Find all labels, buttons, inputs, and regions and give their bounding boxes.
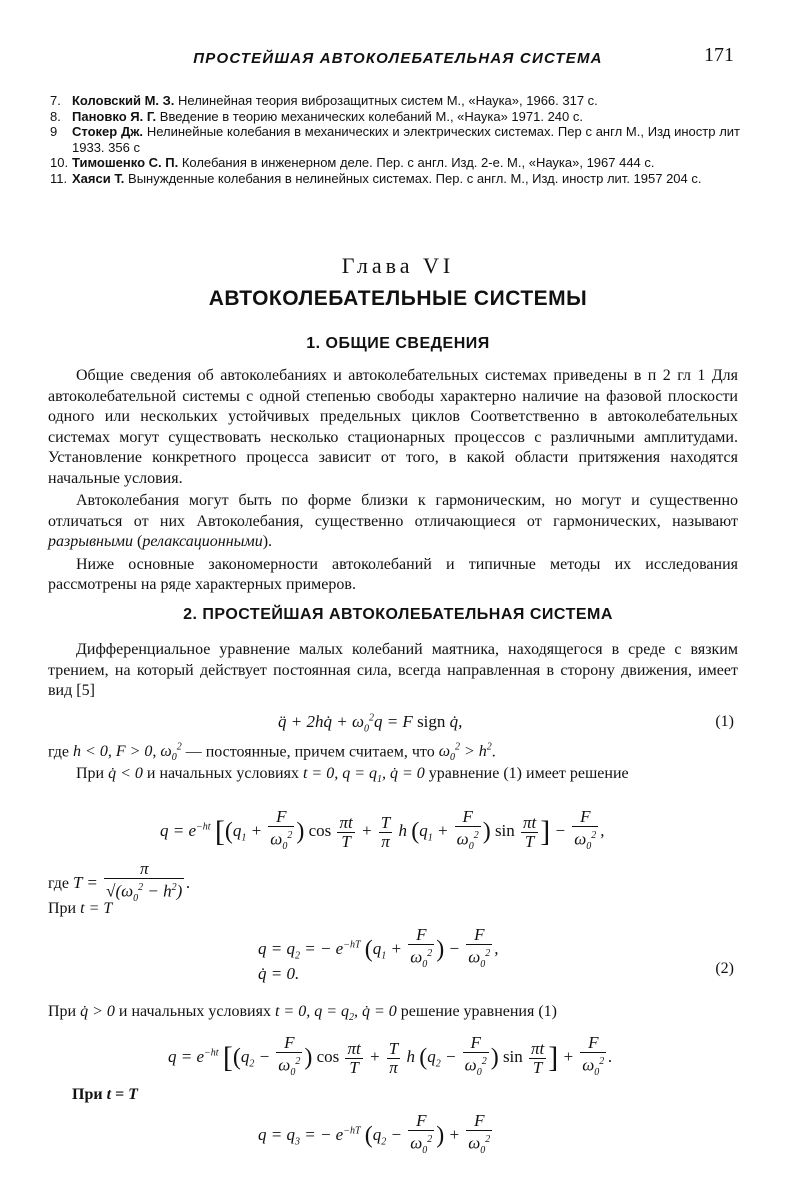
fraction: $\frac{\pi t}{T}$ xyxy=(523,812,537,851)
section2-intro xyxy=(48,640,738,704)
reference-body: Нелинейная теория виброзащитных систем М., «Наука», 1966. 317 с. xyxy=(178,93,598,108)
at-time-T: При t = T xyxy=(48,900,113,917)
emphasis-text: разрывными xyxy=(48,533,134,550)
reference-body: Колебания в инженерном деле. Пер. с англ. Изд. 2-е. М., «Наука», 1967 444 с. xyxy=(181,155,655,170)
reference-item xyxy=(50,155,740,171)
reference-item xyxy=(50,171,740,187)
reference-author: Хаяси Т. xyxy=(72,170,125,186)
paragraph: Ниже основные закономерности автоколебаний и типичные методы их исследования рассмотрены на ряде характерных примеров. xyxy=(48,555,738,593)
solution-formula-2: $q = e^{-ht}$ [($q_2$ − $\frac{F}{\omega_0^2}$ ) cos $\frac{\pi t}{T}$ + $\frac{T}{\pi}$ h ($q_2$ − $\frac{F}{\omega_0^2}$ ) sin $\frac{\pi t}{T}$ ] + $\frac{F}{\omega_0^2}$ . xyxy=(168,1034,613,1082)
section1-body xyxy=(48,366,738,598)
section-title: 1. ОБЩИЕ СВЕДЕНИЯ xyxy=(306,335,490,352)
text: При xyxy=(76,765,105,782)
second-half-intro xyxy=(48,1002,738,1031)
chapter-title: АВТОКОЛЕБАТЕЛЬНЫЕ СИСТЕМЫ xyxy=(208,287,588,310)
equation-1: q̈ + 2hq̇ + $\omega_0^2q = F$ sign q̇, xyxy=(278,712,463,735)
equation-number: (1) xyxy=(715,713,734,730)
text: При xyxy=(48,900,77,917)
reference-text xyxy=(72,124,740,155)
text: где xyxy=(48,874,70,892)
fraction: $\frac{F}{\omega_0^2}$ xyxy=(464,1033,487,1079)
fraction: $\frac{F}{\omega_0^2}$ xyxy=(574,807,597,853)
reference-author: Тимошенко С. П. xyxy=(72,155,179,170)
reference-text xyxy=(72,171,740,187)
period-definition: где T = $\frac{\pi}{√(\omega_0^2 - h^2)}$ . xyxy=(48,860,191,908)
reference-text xyxy=(72,155,740,171)
fraction: $\frac{T}{\pi}$ xyxy=(380,812,391,851)
paragraph: Дифференциальное уравнение малых колебаний маятника, находящегося в среде с вязким трением, на который действует постоянная сила, всегда направленная в сторону движения, имеет вид [5] xyxy=(48,641,738,699)
equation-2b: q̇ = 0. xyxy=(258,964,300,983)
reference-number: 8. xyxy=(50,108,61,124)
text: уравнение (1) имеет решение xyxy=(428,765,629,782)
solution-intro xyxy=(48,764,738,793)
text: — постоянные, причем считаем, что xyxy=(185,743,435,761)
chapter-label: Глава VI xyxy=(341,253,455,278)
text: решение уравнения (1) xyxy=(400,1003,558,1020)
equation-number: (2) xyxy=(715,960,734,977)
reference-body: Введение в теорию механических колебаний М., «Наука» 1971. 240 с. xyxy=(159,108,583,124)
fraction: $\frac{F}{\omega_0^2}$ xyxy=(270,807,293,853)
paragraph-text: ( xyxy=(133,533,143,550)
reference-item xyxy=(50,93,740,109)
reference-number: 9 xyxy=(50,124,58,139)
reference-item xyxy=(50,124,740,155)
reference-author: Коловский М. З. xyxy=(72,93,175,108)
fraction: $\frac{\pi t}{T}$ xyxy=(339,812,353,851)
fraction: $\frac{F}{\omega_0^2}$ xyxy=(456,807,479,853)
fraction: $\frac{F}{\omega_0^2}$ xyxy=(410,925,433,971)
text: При xyxy=(48,1003,77,1020)
reference-item xyxy=(50,109,740,125)
page-number: 171 xyxy=(704,44,734,66)
running-title: ПРОСТЕЙШАЯ АВТОКОЛЕБАТЕЛЬНАЯ СИСТЕМА xyxy=(193,50,603,67)
reference-number: 11. xyxy=(50,170,68,186)
paragraph: При q̇ > 0 и начальных условиях t = 0, $q = q_2$, q̇ = 0 решение уравнения (1) xyxy=(48,1003,558,1024)
equation-2a: $q = q_2$ = − $e^{-hT}$ ($q_1$ + $\frac{F}{\omega_0^2}$ ) − $\frac{F}{\omega_0^2}$ , xyxy=(258,926,499,974)
reference-body: Нелинейные колебания в механических и электрических системах. Пер с англ М., Изд иностр лит 1933. 356 с xyxy=(72,124,740,155)
paragraph: При q̇ < 0 и начальных условиях t = 0, $q = q_1$, q̇ = 0 уравнение (1) имеет решение xyxy=(76,765,629,786)
reference-number: 10. xyxy=(50,155,69,170)
at-time-T: При t = T xyxy=(72,1086,138,1103)
fraction: $\frac{F}{\omega_0^2}$ xyxy=(582,1033,605,1079)
text: При xyxy=(72,1086,103,1103)
fraction: $\frac{\pi t}{T}$ xyxy=(531,1038,545,1077)
paragraph-text: ). xyxy=(262,533,273,550)
solution-formula-1: $q = e^{-ht}$ [($q_1$ + $\frac{F}{\omega_0^2}$ ) cos $\frac{\pi t}{T}$ + $\frac{T}{\pi}$ h ($q_1$ + $\frac{F}{\omega_0^2}$ ) sin $\frac{\pi t}{T}$ ] − $\frac{F}{\omega_0^2}$ , xyxy=(160,808,605,856)
text: и начальных условиях xyxy=(118,1003,271,1020)
section-title: 2. ПРОСТЕЙШАЯ АВТОКОЛЕБАТЕЛЬНАЯ СИСТЕМА xyxy=(183,606,613,623)
reference-list xyxy=(50,93,740,186)
paragraph xyxy=(48,491,738,553)
fraction: $\frac{T}{\pi}$ xyxy=(388,1038,399,1077)
condition-line: где h < 0, F > 0, $\omega_0^2$ — постоянные, причем считаем, что $\omega_0^2 > h^2$. xyxy=(48,742,496,764)
reference-text xyxy=(72,109,740,125)
fraction: $\frac{\pi t}{T}$ xyxy=(347,1038,361,1077)
text: где xyxy=(48,743,70,761)
reference-body: Вынужденные колебания в нелинейных системах. Пер. с англ. М., Изд. иностр лит. 1957 204 с. xyxy=(128,170,702,186)
paragraph-text: Автоколебания могут быть по форме близки к гармоническим, но могут и существенно отличаться от них Автоколебания, существенно отличающиеся от гармонических, называют xyxy=(48,492,738,530)
fraction: $\frac{\pi}{√(\omega_0^2 - h^2)}$ xyxy=(106,859,183,905)
reference-author: Пановко Я. Г. xyxy=(72,108,157,124)
reference-number: 7. xyxy=(50,93,61,108)
fraction: $\frac{F}{\omega_0^2}$ xyxy=(468,1111,491,1157)
fraction: $\frac{F}{\omega_0^2}$ xyxy=(278,1033,301,1079)
emphasis-text: релаксационными xyxy=(142,533,263,550)
equation-3: $q = q_3$ = − $e^{-hT}$ ($q_2$ − $\frac{F}{\omega_0^2}$ ) + $\frac{F}{\omega_0^2}$ xyxy=(258,1112,494,1160)
reference-text xyxy=(72,93,740,109)
paragraph: Общие сведения об автоколебаниях и автоколебательных системах приведены в п 2 гл 1 Для автоколебательной системы с одной степенью свободы характерно наличие на фазовой плоскости одного или нескольких устойчивых предельных циклов Соответственно в автоколебательных системах могут существовать несколько стационарных процессов с различными амплитудами. Установление конкретного процесса зависит от того, в какой области притяжения находятся начальные условия. xyxy=(48,367,738,487)
fraction: $\frac{F}{\omega_0^2}$ xyxy=(410,1111,433,1157)
fraction: $\frac{F}{\omega_0^2}$ xyxy=(468,925,491,971)
reference-author: Стокер Дж. xyxy=(72,124,144,139)
text: и начальных условиях xyxy=(146,765,299,782)
